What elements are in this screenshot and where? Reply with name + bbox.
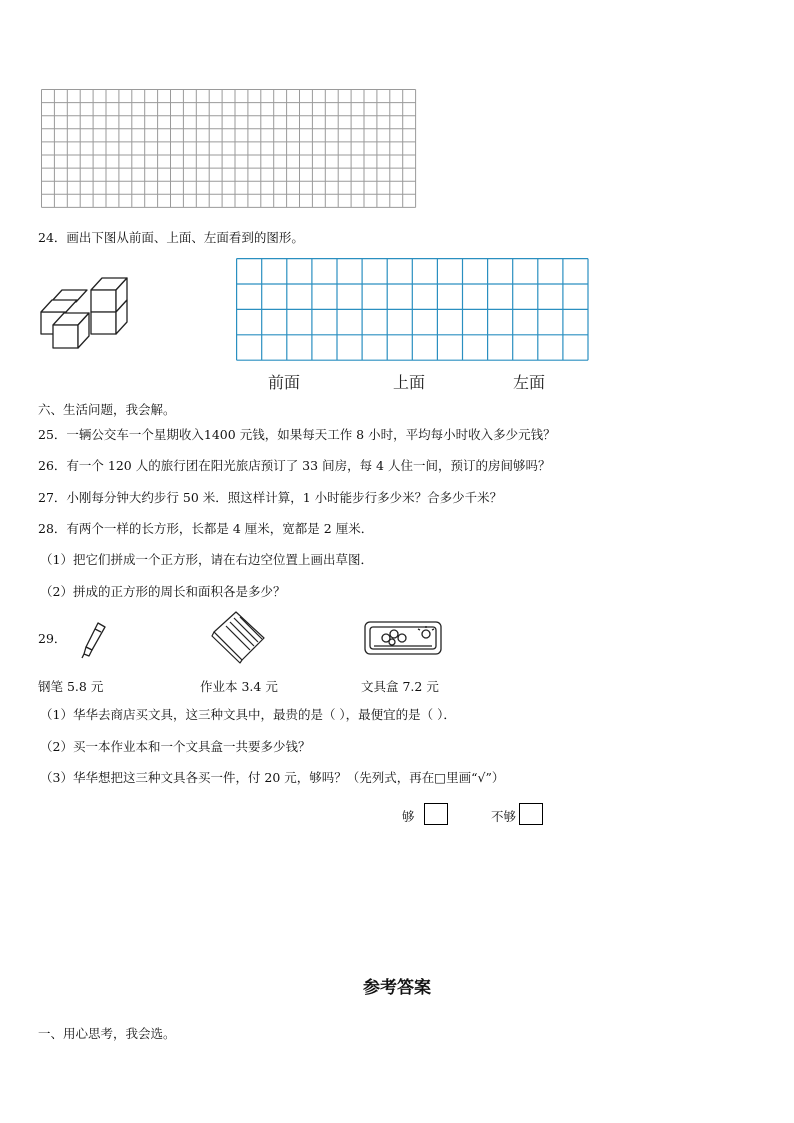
question-29-part-1: （1）华华去商店买文具，这三种文具中，最贵的是（ ），最便宜的是（ ）． bbox=[40, 707, 456, 722]
question-28: 28．有两个一样的长方形，长都是 4 厘米，宽都是 2 厘米． bbox=[38, 521, 374, 536]
question-27: 27．小刚每分钟大约步行 50 米．照这样计算，1 小时能步行多少米？合多少千米？ bbox=[38, 490, 503, 505]
price-pen: 钢笔 5.8 元 bbox=[38, 679, 104, 694]
caption-top: 上面 bbox=[393, 373, 426, 392]
answers-title: 参考答案 bbox=[363, 978, 431, 998]
price-notebook: 作业本 3.4 元 bbox=[200, 679, 278, 694]
not-enough-label: 不够 bbox=[491, 809, 517, 824]
price-pencil-case: 文具盒 7.2 元 bbox=[361, 679, 439, 694]
pen-icon bbox=[80, 620, 110, 660]
enough-label: 够 bbox=[402, 809, 415, 824]
caption-left: 左面 bbox=[513, 373, 546, 392]
question-28-part-2: （2）拼成的正方形的周长和面积各是多少？ bbox=[40, 584, 286, 599]
question-26: 26．有一个 120 人的旅行团在阳光旅店预订了 33 间房，每 4 人住一间，预订的房间够吗？ bbox=[38, 458, 551, 473]
question-29-part-2: （2）买一本作业本和一个文具盒一共要多少钱？ bbox=[40, 739, 311, 754]
notebook-icon bbox=[206, 608, 268, 666]
drawing-grid-gray bbox=[41, 89, 419, 209]
not-enough-checkbox[interactable] bbox=[519, 803, 543, 825]
question-28-part-1: （1）把它们拼成一个正方形，请在右边空位置上画出草图． bbox=[40, 552, 373, 567]
caption-front: 前面 bbox=[268, 373, 301, 392]
enough-checkbox[interactable] bbox=[424, 803, 448, 825]
pencil-case-icon bbox=[362, 618, 444, 660]
cube-stack-figure bbox=[36, 272, 132, 354]
drawing-grid-blue bbox=[236, 258, 590, 362]
question-25: 25．一辆公交车一个星期收入1400 元钱，如果每天工作 8 小时，平均每小时收入多少元钱？ bbox=[38, 427, 556, 442]
section-6-heading: 六、生活问题，我会解。 bbox=[38, 402, 176, 417]
question-29-number: 29． bbox=[38, 631, 67, 646]
answers-section-1: 一、用心思考，我会选。 bbox=[38, 1026, 176, 1041]
question-29-part-3: （3）华华想把这三种文具各买一件，付 20 元，够吗？（先列式，再在□里画“√”） bbox=[40, 770, 505, 785]
question-24: 24．画出下图从前面、上面、左面看到的图形。 bbox=[38, 230, 304, 245]
